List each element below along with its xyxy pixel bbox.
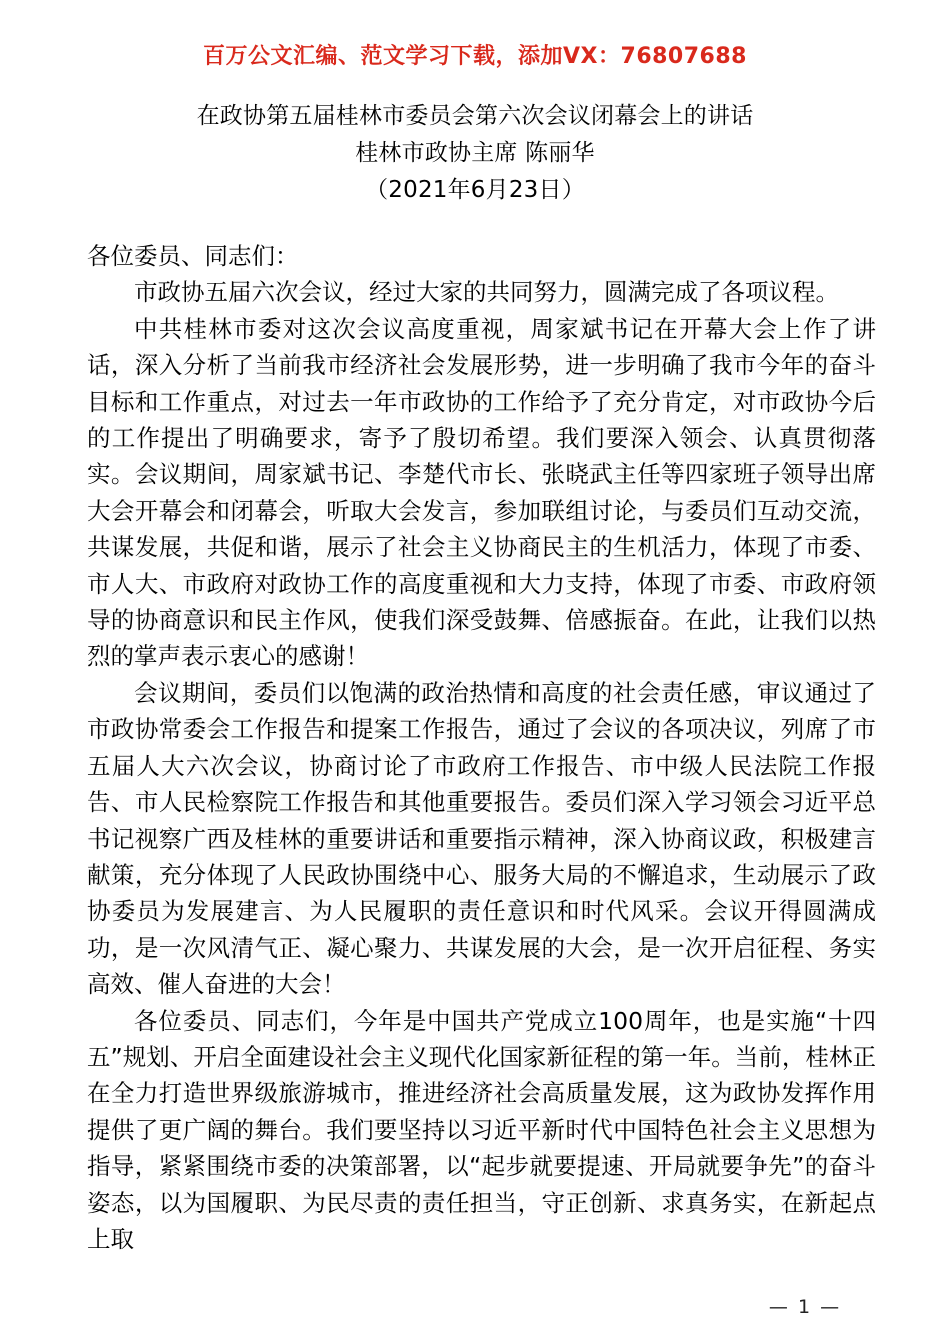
document-body xyxy=(87,238,876,1257)
page-number: — 1 — xyxy=(768,1296,842,1318)
document-title-block xyxy=(0,98,950,209)
salutation: 各位委员、同志们： xyxy=(87,242,299,270)
page-footer xyxy=(0,1296,950,1318)
paragraph-2: 中共桂林市委对这次会议高度重视，周家斌书记在开幕大会上作了讲话，深入分析了当前我市经济社会发展形势，进一步明确了我市今年的奋斗目标和工作重点，对过去一年市政协的工作给予了充分肯定，对市政协今后的工作提出了明确要求，寄予了殷切希望。我们要深入领会、认真贯彻落实。会议期间，周家斌书记、李楚代市长、张晓武主任等四家班子领导出席大会开幕会和闭幕会，听取大会发言，参加联组讨论，与委员们互动交流，共谋发展，共促和谐，展示了社会主义协商民主的生机活力，体现了市委、市人大、市政府对政协工作的高度重视和大力支持，体现了市委、市政府领导的协商意识和民主作风，使我们深受鼓舞、倍感振奋。在此，让我们以热烈的掌声表示衷心的感谢！ xyxy=(87,314,876,671)
paragraph-4: 各位委员、同志们，今年是中国共产党成立100周年，也是实施“十四五”规划、开启全面建设社会主义现代化国家新征程的第一年。当前，桂林正在全力打造世界级旅游城市，推进经济社会高质量发展，这为政协发挥作用提供了更广阔的舞台。我们要坚持以习近平新时代中国特色社会主义思想为指导，紧紧围绕市委的决策部署，以“起步就要提速、开局就要争先”的奋斗姿态，以为国履职、为民尽责的责任担当，守正创新、求真务实，在新起点上取 xyxy=(87,1006,876,1253)
title-line-author: 桂林市政协主席 陈丽华 xyxy=(355,140,595,166)
title-line-date: （2021年6月23日） xyxy=(365,177,585,203)
paragraph-3: 会议期间，委员们以饱满的政治热情和高度的社会责任感，审议通过了市政协常委会工作报告和提案工作报告，通过了会议的各项决议，列席了市五届人大六次会议，协商讨论了市政府工作报告、市中级人民法院工作报告、市人民检察院工作报告和其他重要报告。委员们深入学习领会习近平总书记视察广西及桂林的重要讲话和重要指示精神，深入协商议政，积极建言献策，充分体现了人民政协围绕中心、服务大局的不懈追求，生动展示了政协委员为发展建言、为人民履职的责任意识和时代风采。会议开得圆满成功，是一次风清气正、凝心聚力、共谋发展的大会，是一次开启征程、务实高效、催人奋进的大会！ xyxy=(87,678,876,999)
promo-banner: 百万公文汇编、范文学习下载，添加VX：76807688 xyxy=(203,44,747,69)
paragraph-1: 市政协五届六次会议，经过大家的共同努力，圆满完成了各项议程。 xyxy=(134,278,839,307)
title-line-main: 在政协第五届桂林市委员会第六次会议闭幕会上的讲话 xyxy=(196,103,754,129)
